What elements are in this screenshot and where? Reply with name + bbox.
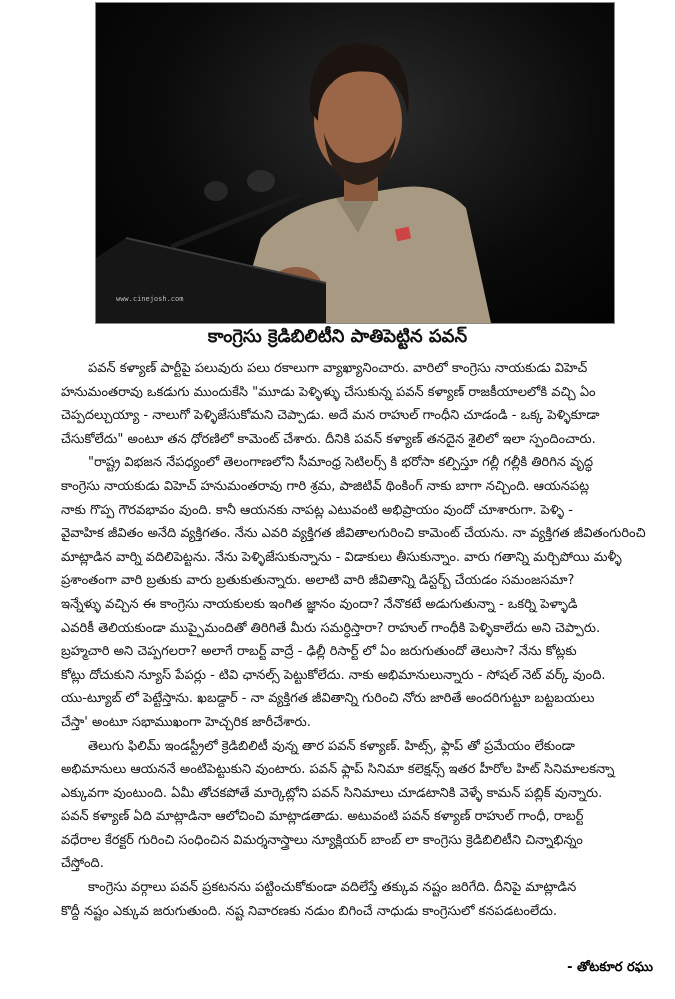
article-line: పవన్ కళ్యాణ్ ఏది మాట్లాడినా ఆలోచించి మాట్లాడతాడు. అటువంటి పవన్ కళ్యాణ్ రాహుల్ గాంధీ, రాబర్ట్ <box>61 809 584 825</box>
article-line: చెప్పదల్చుయ్యా - నాలుగో పెళ్ళిజేసుకోమని చెప్పాడు. అదే మన రాహుల్ గాంధీని చూడండి - ఒక్క పెళ్ళికూడా <box>61 408 600 424</box>
speaker-illustration <box>96 3 614 323</box>
article-line: కాంగ్రెసు నాయకుడు విహెచ్ హనుమంతరావు గారి శ్రమ, పాజిటివ్ థింకింగ్ నాకు బాగా నచ్చింది. ఆయనపట్ల <box>61 478 590 494</box>
article-line: ఇన్నేళ్ళు వచ్చిన ఈ కాంగ్రెసు నాయకులకు ఇంగిత జ్ఞానం వుందా? నేనొకటే అడుగుతున్నా - ఒకర్ని పెళ్ళాడి <box>61 596 578 612</box>
article-line: చేస్తోంది. <box>61 856 104 872</box>
photo-watermark: www.cinejosh.com <box>116 295 184 303</box>
article-line: అభిమానులు ఆయననే అంటిపెట్టుకుని వుంటారు. పవన్ ఫ్లాప్ సినిమా కలెక్షన్స్ ఇతర హీరోల హిట్ సినిమాలకన్నా <box>61 762 615 778</box>
article-line: ప్రశాంతంగా వారి బ్రతుకు వారు బ్రతుకుతున్నారు. అలాటి వారి జీవితాన్ని డిస్టర్బ్ చేయడం సమంజసమా? <box>61 573 575 589</box>
article-line: వైవాహిక జీవితం అనేది వ్యక్తిగతం. నేను ఎవరి వ్యక్తిగత జీవితాలగురించి కామెంట్ చేయను. నా వ్యక్తిగత జీవితంగురించి <box>61 526 646 542</box>
article-line: మాట్లాడిన వార్ని వదిలిపెట్టను. నేను పెళ్ళిజేసుకున్నాను - విడాకులు తీసుకున్నాం. వారు గతాన్ని మర్చిపోయి మళ్ళీ <box>61 549 622 565</box>
headline: కాంగ్రెసు క్రెడిబిలిటీని పాతిపెట్టిన పవన్ <box>207 326 468 347</box>
article-line: కాంగ్రెసు వర్గాలు పవన్ ప్రకటనను పట్టించుకోకుండా వదిలేస్తే తక్కువ నష్టం జరిగేది. దీనిపై మాట్లాడిన <box>88 880 577 896</box>
article-line: ఎక్కువగా వుంటుంది. ఏమీ తోచకపోతే మార్కెట్లోని పవన్ సినిమాలు చూడటానికి వెళ్ళే కామన్ పబ్లిక్ వున్నారు. <box>61 785 603 801</box>
article-photo <box>95 2 615 324</box>
article-line: చేస్తా' అంటూ సభాముఖంగా హెచ్చరిక జారీచేశారు. <box>61 714 311 730</box>
article-line: నాకు గొప్ప గౌరవభావం వుంది. కానీ ఆయనకు నాపట్ల ఎటువంటి అభిప్రాయం వుందో చూశారుగా. పెళ్ళి - <box>61 502 573 518</box>
article-line: హనుమంతరావు ఒకడుగు ముందుకేసి "మూడు పెళ్ళిళ్ళు చేసుకున్న పవన్ కళ్యాణ్ రాజకీయాలలోకి వచ్చి ఏం <box>61 384 596 400</box>
article-line: చేసుకోలేదు" అంటూ తన ధోరణిలో కామెంట్ చేశారు. దీనికి పవన్ కళ్యాణ్ తనదైన శైలిలో ఇలా స్పందించారు. <box>61 431 596 447</box>
article-line: కొద్దీ నష్టం ఎక్కువ జరుగుతుంది. నష్ట నివారణకు నడుం బిగించే నాధుడు కాంగ్రెసులో కనపడటంలేదు. <box>61 903 558 919</box>
article-line: యు-ట్యూబ్ లో పెట్టేస్తాను. ఖబడ్దార్ - నా వ్యక్తిగత జీవితాన్ని గురించి నోరు జారితే అందరిగుట్టూ బట్టబయలు <box>61 691 595 707</box>
article-line: "రాష్ట్ర విభజన నేపధ్యంలో తెలంగాణలోని సీమాంధ్ర సెటిలర్స్ కి భరోసా కల్పిస్తూ గల్లీ గల్లీకి తిరిగిన వృద్ధ <box>88 455 594 471</box>
article-body <box>61 357 657 923</box>
byline: - తోటకూర రఘు <box>567 960 653 975</box>
article-line: కోట్లు దోచుకుని న్యూస్ పేపర్లు - టివి ఛానల్స్ పెట్టుకోలేదు. నాకు అభిమానులున్నారు - సోషల్ నెట్ వర్క్ వుంది. <box>61 667 606 683</box>
article-line: ఎవరికీ తెలియకుండా ముప్పైమందితో తిరిగితే మీరు సమర్ధిస్తారా? రాహుల్ గాంధీకి పెళ్ళికాలేదు అని చెప్పారు. <box>61 620 601 636</box>
article-line: తెలుగు ఫిలిమ్ ఇండస్ట్రీలో క్రెడిబిలిటీ వున్న తార పవన్ కళ్యాణ్. హిట్స్, ఫ్లాప్ తో ప్రమేయం లేకుండా <box>88 738 575 754</box>
article-line: బ్రహ్మచారి అని చెప్పగలరా? అలాగే రాబర్ట్ వాద్రే - ఢిల్లీ రిసార్ట్ లో ఏం జరుగుతుందో తెలుసా? నేను కోట్లకు <box>61 644 577 660</box>
article-line: వధేరాల కేరక్టర్ గురించి సంధించిన విమర్శనాస్త్రాలు న్యూక్లియర్ బాంబ్ లా కాంగ్రెసు క్రెడిబిలిటీని చిన్నాభిన్నం <box>61 832 583 848</box>
article-line: పవన్ కళ్యాణ్ పార్టీపై పలువురు పలు రకాలుగా వ్యాఖ్యానించారు. వారిలో కాంగ్రెసు నాయకుడు విహెచ్ <box>88 361 588 376</box>
